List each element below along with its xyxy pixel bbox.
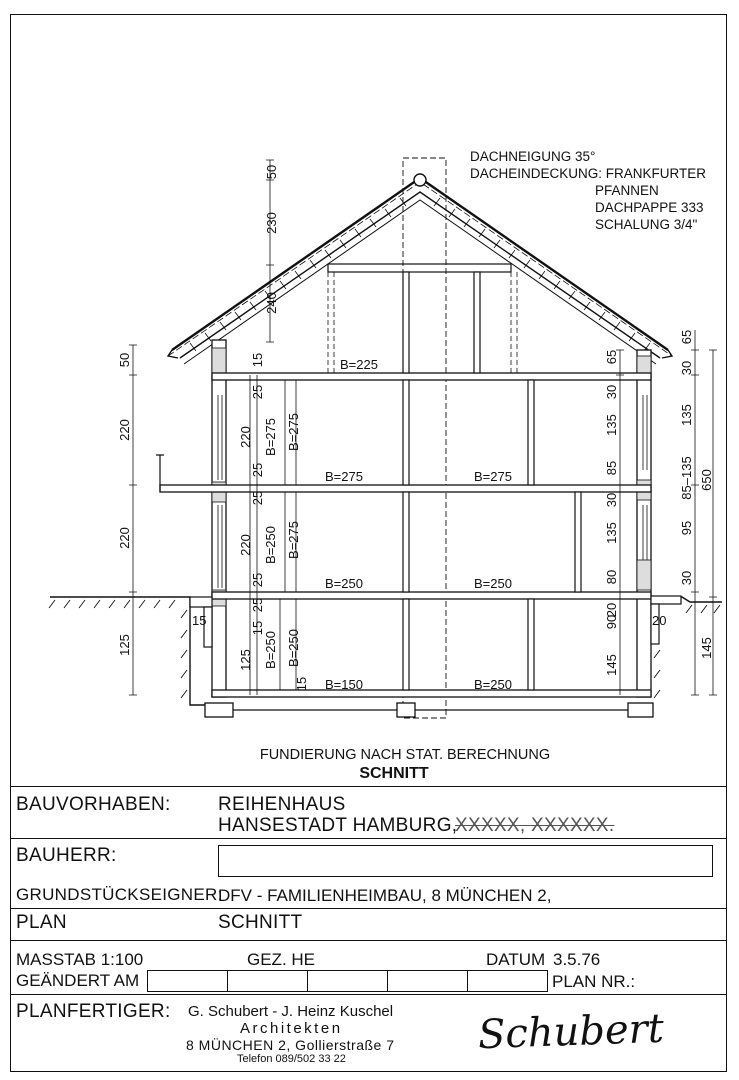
dim-text: 15	[250, 620, 265, 636]
dim-text: 25	[250, 597, 265, 613]
dim-text: 20	[604, 602, 619, 618]
dim-text: 15	[192, 613, 207, 628]
dim-text: 20	[652, 613, 667, 628]
foundations	[205, 703, 653, 717]
beam-label: B=275	[325, 469, 363, 484]
dim-text: 25	[250, 490, 265, 506]
dim-text: 15	[294, 676, 309, 692]
beam-label: B=225	[340, 357, 378, 372]
dim-text: 220	[117, 419, 132, 441]
dim-text: 220	[238, 426, 253, 448]
beam-label: B=250	[474, 576, 512, 591]
geaendert-cells	[147, 970, 548, 992]
dim-text: 95	[679, 520, 694, 536]
dim-text: 30	[604, 384, 619, 400]
roof-note-dachpappe: DACHPAPPE 333	[595, 200, 704, 215]
dim-text: 650	[699, 469, 714, 491]
dim-text: B=250	[263, 631, 278, 669]
ground-line	[50, 597, 722, 705]
planfertiger-label: PLANFERTIGER:	[16, 1001, 171, 1022]
dim-text: 30	[679, 360, 694, 376]
beam-label: B=150	[325, 677, 363, 692]
view-title: SCHNITT	[359, 765, 429, 782]
dim-text: 230	[264, 212, 279, 234]
grundstueck-label: GRUNDSTÜCKSEIGNER:	[16, 885, 223, 904]
firm-profession: Architekten	[240, 1020, 343, 1037]
plan-label: PLAN	[16, 912, 67, 933]
massstab-text: MASSTAB 1:100	[16, 950, 144, 969]
dim-text: 25	[250, 384, 265, 400]
dim-text: 240	[264, 292, 279, 314]
bauvorhaben-label: BAUVORHABEN:	[16, 794, 171, 815]
dim-text: B=275	[286, 521, 301, 559]
datum-label: DATUM	[486, 950, 546, 969]
roof-note-covering: DACHEINDECKUNG: FRANKFURTER	[470, 166, 707, 181]
bauvorhaben-struck: XXXXX, XXXXXX.	[455, 815, 615, 836]
dim-text: B=275	[263, 418, 278, 456]
dim-text: 125	[238, 649, 253, 671]
dim-text: 90	[604, 614, 619, 630]
dim-text: 50	[117, 352, 132, 368]
dim-text: 135	[679, 404, 694, 426]
bauvorhaben-line2: HANSESTADT HAMBURG,	[218, 815, 458, 836]
dim-text: 125	[117, 634, 132, 656]
dim-text: 85–135	[679, 456, 694, 500]
dim-text: 85	[604, 460, 619, 476]
beam-label: B=250	[325, 576, 363, 591]
grundstueck-value: DFV - FAMILIENHEIMBAU, 8 MÜNCHEN 2,	[218, 886, 552, 905]
wall-ring-beams	[212, 348, 651, 606]
dim-text: 30	[604, 492, 619, 508]
signature: Schubert	[477, 1005, 665, 1059]
firm-name: G. Schubert - J. Heinz Kuschel	[188, 1003, 394, 1020]
dim-text: B=275	[286, 413, 301, 451]
roof-tiles	[190, 198, 650, 351]
roof-notes	[470, 149, 706, 232]
dim-text: 135	[604, 522, 619, 544]
title-block-row-massstab	[10, 940, 727, 994]
geaendert-label: GEÄNDERT AM	[16, 971, 140, 990]
dim-text: 145	[699, 637, 714, 659]
dim-text: 25	[250, 572, 265, 588]
dim-text: 80	[604, 569, 619, 585]
roof-note-pfannen: PFANNEN	[595, 183, 659, 198]
change-cell	[308, 971, 388, 991]
bauherr-field	[218, 845, 713, 877]
firm-phone: Telefon 089/502 33 22	[237, 1053, 346, 1065]
roof-note-pitch: DACHNEIGUNG 35°	[470, 149, 596, 164]
change-cell	[228, 971, 308, 991]
dim-text: 145	[604, 654, 619, 676]
dim-text: 50	[264, 164, 279, 180]
plan-value: SCHNITT	[218, 912, 303, 933]
dim-text: 220	[238, 534, 253, 556]
beam-label: B=250	[474, 677, 512, 692]
dim-text: 15	[250, 352, 265, 368]
foundation-note: FUNDIERUNG NACH STAT. BERECHNUNG	[259, 747, 551, 763]
plan-nr-label: PLAN NR.:	[552, 972, 636, 991]
title-block-row-bauherr	[10, 838, 727, 908]
title-block-row-planfertiger	[10, 994, 727, 1072]
collar-beam	[328, 264, 511, 272]
change-cell	[148, 971, 228, 991]
change-cell	[388, 971, 468, 991]
roof-note-schalung: SCHALUNG 3/4"	[595, 217, 698, 232]
ground-hatching	[49, 597, 720, 698]
dim-text: 65	[604, 349, 619, 365]
bauvorhaben-line1: REIHENHAUS	[218, 794, 346, 815]
dim-text: 65	[679, 329, 694, 345]
dim-text: 220	[117, 527, 132, 549]
title-block-row-bauvorhaben	[10, 786, 727, 838]
beam-label: B=275	[474, 469, 512, 484]
title-block-row-plan	[10, 908, 727, 940]
dim-text: 25	[250, 462, 265, 478]
firm-address: 8 MÜNCHEN 2, Gollierstraße 7	[186, 1037, 395, 1053]
dim-text: B=250	[286, 629, 301, 667]
dim-text: 30	[679, 570, 694, 586]
bauherr-label: BAUHERR:	[16, 845, 117, 866]
dim-text: 135	[604, 414, 619, 436]
datum-value: 3.5.76	[553, 950, 601, 969]
dim-text: B=250	[263, 526, 278, 564]
gez-text: GEZ. HE	[247, 950, 316, 969]
